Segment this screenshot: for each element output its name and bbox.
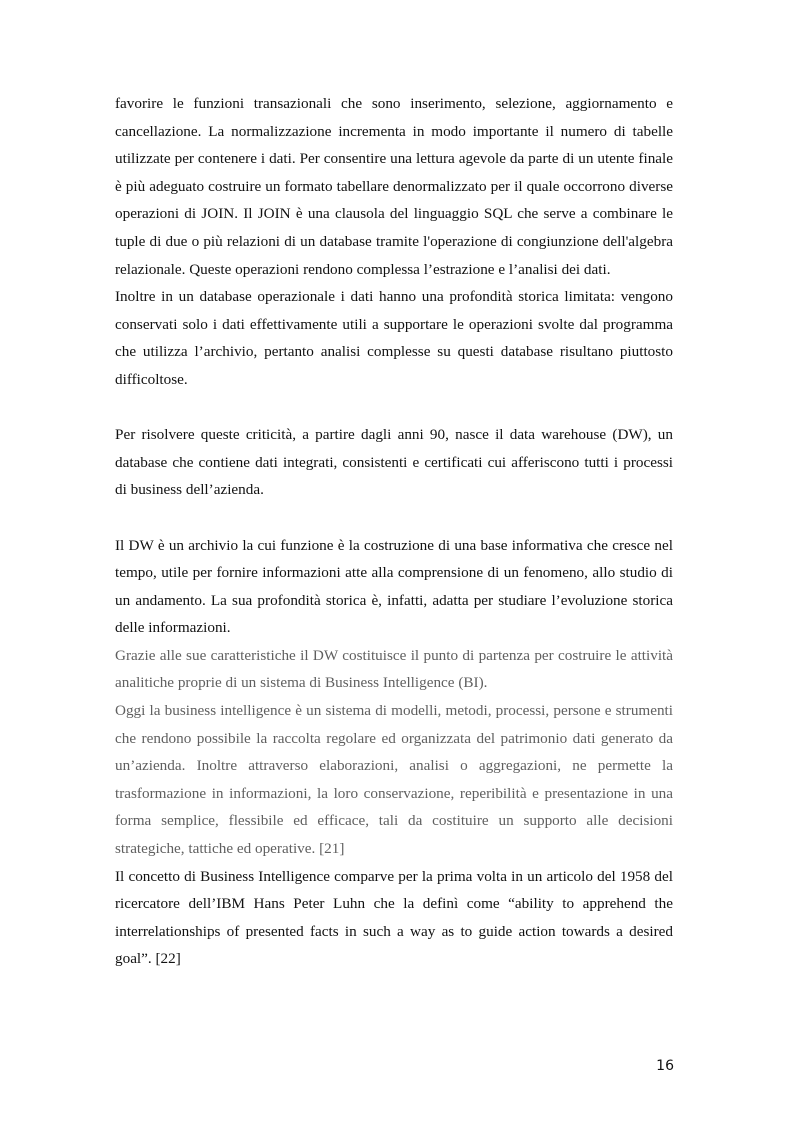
paragraph-operational-database: Inoltre in un database operazionale i dati hanno una profondità storica limitata: vengono conservati solo i dati effettivamente utili a supportare le operazioni svolte dal programma che utilizza l’archivio, pertanto analisi complesse su questi database risultano piuttosto difficoltose. [115,288,673,388]
paragraph-business-intelligence-today: Oggi la business intelligence è un sistema di modelli, metodi, processi, persone e strumenti che rendono possibile la raccolta regolare ed organizzata del patrimonio dati generato da un’azienda. Inoltre attraverso elaborazioni, analisi o aggregazioni, ne permette la trasformazione in informazioni, la loro conservazione, reperibilità e presentazione in una forma semplice, flessibile ed efficace, tali da costituire un supporto alle decisioni strategiche, tattiche ed operative. [21] [115,702,673,858]
page-number: 16 [656,1058,674,1074]
document-body [115,90,673,973]
paragraph-data-warehouse-origin: Per risolvere queste criticità, a partire dagli anni 90, nasce il data warehouse (DW), un database che contiene dati integrati, consistenti e certificati cui afferiscono tutti i processi di business dell’azienda. [115,426,673,499]
paragraph-business-intelligence-history: Il concetto di Business Intelligence comparve per la prima volta in un articolo del 1958 del ricercatore dell’IBM Hans Peter Luhn che la definì come “ability to apprehend the interrelationships of presented facts in such a way as to guide action towards a desired goal”. [22] [115,867,673,968]
paragraph-spacer [115,394,673,422]
paragraph-dw-definition: Il DW è un archivio la cui funzione è la costruzione di una base informativa che cresce nel tempo, utile per fornire informazioni atte alla comprensione di un fenomeno, allo studio di un andamento. La sua profondità storica è, infatti, adatta per studiare l’evoluzione storica delle informazioni. [115,536,673,637]
paragraph-normalization: favorire le funzioni transazionali che sono inserimento, selezione, aggiornamento e cancellazione. La normalizzazione incrementa in modo importante il numero di tabelle utilizzate per contenere i dati. Per consentire una lettura agevole da parte di un utente finale è più adeguato costruire un formato tabellare denormalizzato per il quale occorrono diverse operazioni di JOIN. Il JOIN è una clausola del linguaggio SQL che serve a combinare le tuple di due o più relazioni di un database tramite l'operazione di congiunzione dell'algebra relazionale. Queste operazioni rendono complessa l’estrazione e l’analisi dei dati. [115,95,673,278]
paragraph-spacer [115,504,673,532]
paragraph-business-intelligence-start: Grazie alle sue caratteristiche il DW costituisce il punto di partenza per costruire le attività analitiche proprie di un sistema di Business Intelligence (BI). [115,646,673,692]
